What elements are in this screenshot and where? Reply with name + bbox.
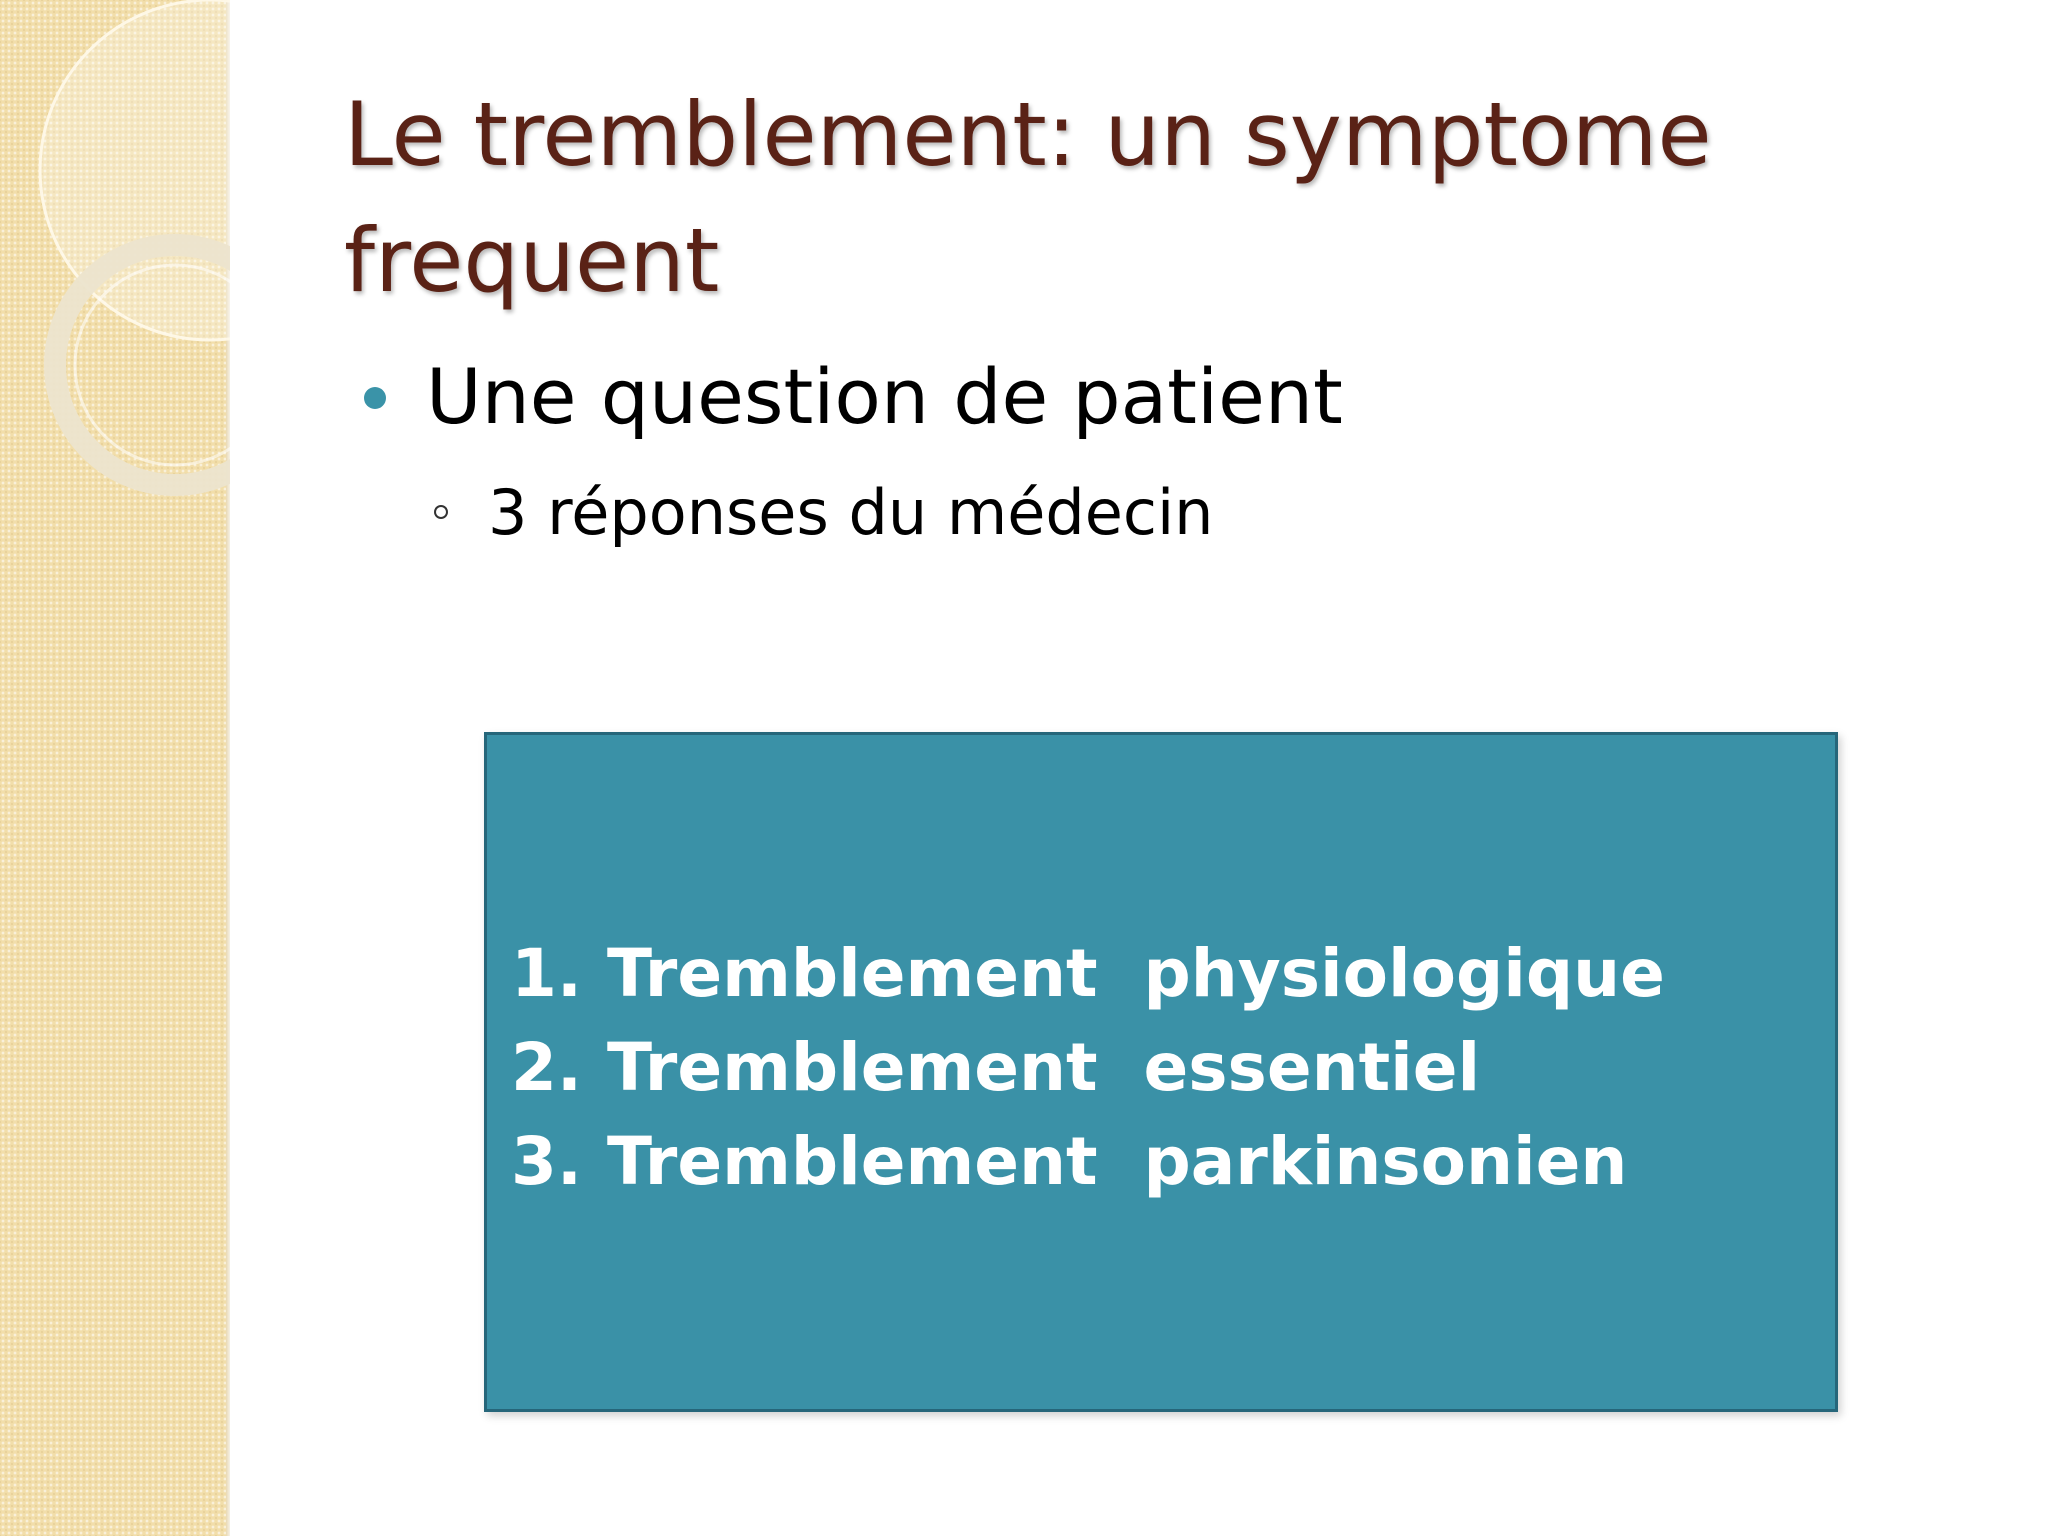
answer-text: Tremblement essentiel	[607, 1029, 1481, 1106]
answer-number: 3.	[511, 1123, 582, 1200]
answer-item-2	[511, 1029, 1665, 1123]
answer-text: Tremblement parkinsonien	[607, 1123, 1628, 1200]
sub-bullet-item	[434, 472, 1213, 552]
bullet-item	[364, 346, 1343, 446]
answer-item-1	[511, 935, 1665, 1029]
sub-bullet-ring-icon	[434, 505, 448, 519]
answer-number: 2.	[511, 1029, 582, 1106]
answers-box	[484, 732, 1838, 1412]
answer-number: 1.	[511, 935, 582, 1012]
bullet-text: Une question de patient	[426, 351, 1343, 441]
answer-text: Tremblement physiologique	[607, 935, 1665, 1012]
answers-list	[511, 935, 1665, 1217]
circle-ornament-icon	[0, 0, 230, 520]
bullet-dot-icon	[364, 387, 386, 409]
slide-title: Le tremblement: un symptome frequent	[344, 83, 1712, 312]
sub-bullet-text: 3 réponses du médecin	[488, 475, 1214, 549]
answer-item-3	[511, 1123, 1665, 1217]
